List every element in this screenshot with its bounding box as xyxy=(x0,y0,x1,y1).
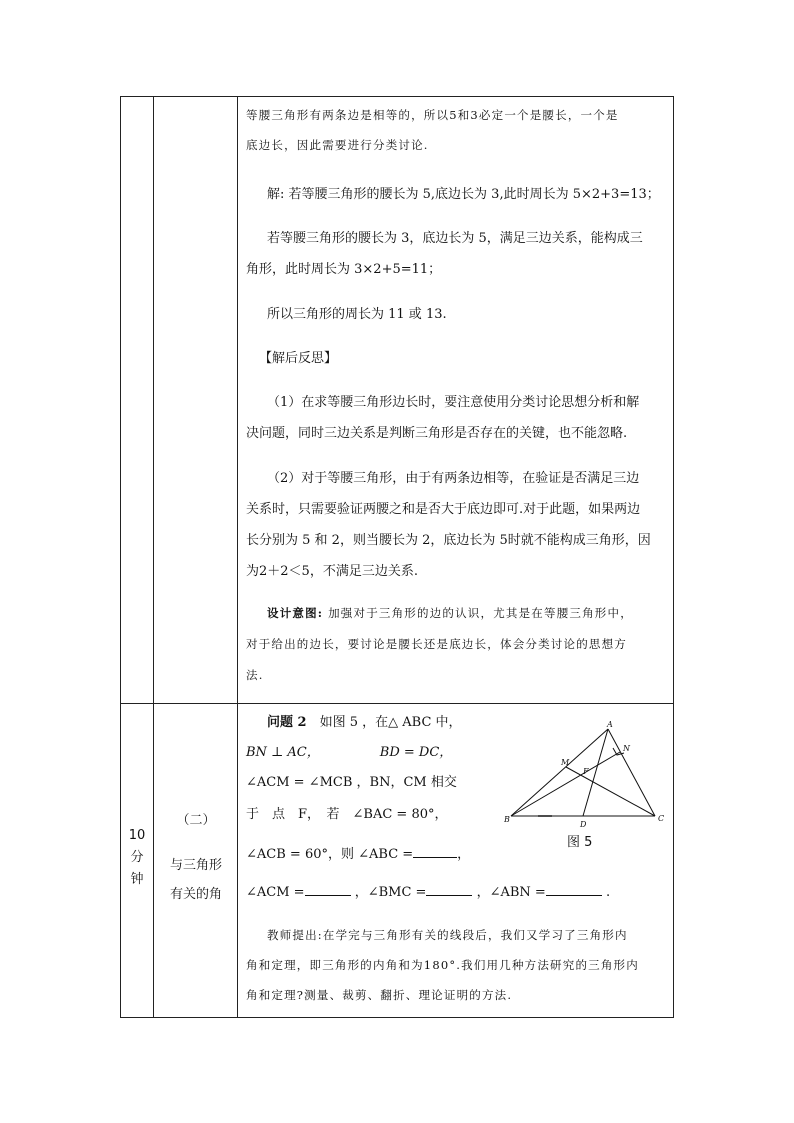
question-acm: ∠ACM = xyxy=(246,885,305,900)
design-intent-line: 法. xyxy=(246,668,264,682)
design-intent-label: 设计意图: xyxy=(267,606,324,620)
label-d: D xyxy=(580,820,587,829)
label-m: M xyxy=(561,758,570,767)
problem-text: 如图 5 ，在△ ABC 中， xyxy=(319,715,462,730)
time-value: 10 xyxy=(128,828,146,843)
reflection-line: 决问题，同时三边关系是判断三角形是否存在的关键，也不能忽略. xyxy=(246,426,628,441)
label-f: F xyxy=(583,767,589,776)
design-intent-line: 对于给出的边长，要讨论是腰长还是底边长，体会分类讨论的思想方 xyxy=(246,637,627,651)
analysis-line: 等腰三角形有两条边是相等的，所以5和3必定一个是腰长，一个是 xyxy=(246,108,619,122)
side-ab xyxy=(511,729,608,816)
reflection-line: 为2＋2＜5，不满足三边关系. xyxy=(246,564,418,579)
teacher-line: 角和定理?测量、裁剪、翻折、理论证明的方法. xyxy=(246,988,513,1002)
solution-conclusion: 所以三角形的周长为 11 或 13. xyxy=(267,307,447,322)
figure-caption: 图 5 xyxy=(567,835,593,850)
section-title: 与三角形 xyxy=(169,858,222,873)
punct: ， xyxy=(457,847,471,862)
answer-blank[interactable] xyxy=(426,883,472,896)
question-abc: ∠ACB = 60°，则 ∠ABC = xyxy=(246,847,414,862)
solution-line: 若等腰三角形的腰长为 3，底边长为 5，满足三边关系，能构成三 xyxy=(267,231,643,246)
label-n: N xyxy=(623,744,630,753)
question-bmc: ，∠BMC = xyxy=(354,885,427,900)
section-number: （二） xyxy=(176,813,216,828)
content-cell-upper xyxy=(239,97,669,703)
teacher-line: 教师提出:在学完与三角形有关的线段后，我们又学习了三角形内 xyxy=(267,928,628,942)
problem-line xyxy=(246,881,667,900)
time-unit: 钟 xyxy=(130,872,144,887)
reflection-line: （2）对于等腰三角形，由于有两条边相等，在验证是否满足三边 xyxy=(267,471,640,486)
column-divider xyxy=(153,97,154,1017)
problem-line: 于 点 F， 若 ∠BAC = 80°， xyxy=(246,807,448,822)
problem-line: ∠ACM = ∠MCB ，BN，CM 相交 xyxy=(246,775,457,790)
teacher-line: 角和定理，即三角形的内角和为180°.我们用几种方法研究的三角形内 xyxy=(246,958,639,972)
label-b: B xyxy=(504,815,510,824)
condition-equal: BD = DC， xyxy=(379,745,453,760)
section-title: 有关的角 xyxy=(169,887,222,902)
punct: . xyxy=(605,885,611,900)
answer-blank[interactable] xyxy=(546,883,602,896)
problem-label: 问题 2 xyxy=(267,715,307,730)
solution-line: 解: 若等腰三角形的腰长为 5,底边长为 3,此时周长为 5×2+3=13； xyxy=(267,187,660,202)
reflection-line: （1）在求等腰三角形边长时，要注意使用分类讨论思想分析和解 xyxy=(267,395,640,410)
answer-blank[interactable] xyxy=(413,845,457,858)
answer-blank[interactable] xyxy=(305,883,351,896)
reflection-heading: 【解后反思】 xyxy=(259,351,338,366)
label-a: A xyxy=(607,721,613,729)
solution-line: 角形，此时周长为 3×2+5=11； xyxy=(246,262,442,277)
design-intent-text: 加强对于三角形的边的认识，尤其是在等腰三角形中， xyxy=(328,606,633,620)
label-c: C xyxy=(658,814,665,823)
time-cell xyxy=(121,825,153,891)
design-intent-line xyxy=(267,605,667,621)
question-abn: ，∠ABN = xyxy=(476,885,546,900)
reflection-line: 关系时，只需要验证两腰之和是否大于底边即可.对于此题，如果两边 xyxy=(246,502,641,517)
analysis-line: 底边长，因此需要进行分类讨论. xyxy=(246,138,429,152)
lesson-table xyxy=(120,96,674,1018)
reflection-line: 长分别为 5 和 2，则当腰长为 2，底边长为 5时就不能构成三角形，因 xyxy=(246,533,651,548)
time-unit: 分 xyxy=(130,850,144,865)
condition-perpendicular: BN ⊥ AC， xyxy=(246,745,320,760)
column-divider xyxy=(237,97,238,1017)
